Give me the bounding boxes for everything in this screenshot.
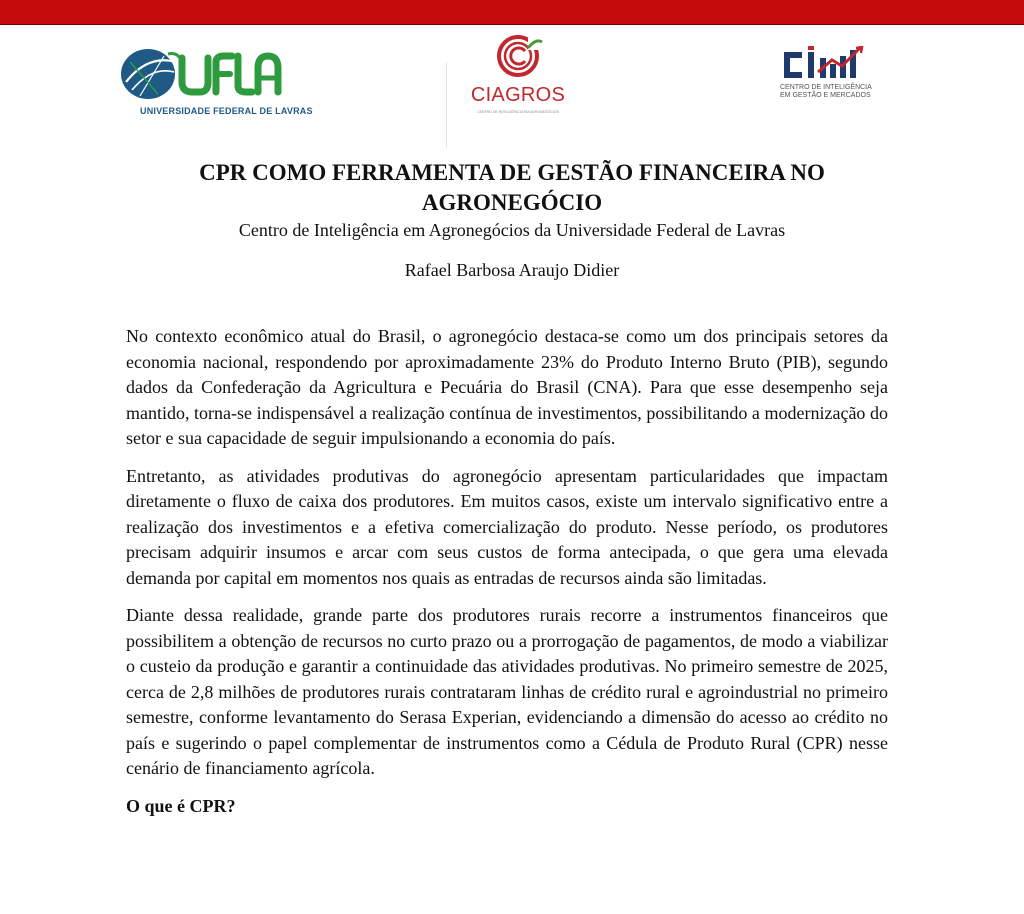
ciagros-emblem-icon xyxy=(462,34,574,84)
ufla-emblem-icon xyxy=(118,42,288,106)
document-title-line-2: AGRONEGÓCIO xyxy=(421,190,603,215)
ciagros-name: CIAGROS xyxy=(470,84,566,106)
cigm-caption-line-1: CENTRO DE INTELIGÊNCIA xyxy=(780,84,872,91)
document-body xyxy=(126,324,888,818)
header-divider xyxy=(446,62,447,148)
paragraph: Diante dessa realidade, grande parte dos produtores rurais recorre a instrumentos financeiros que possibilitem a obtenção de recursos no curto prazo ou a prorrogação de pagamentos, de modo a viabilizar o custeio da produção e garantir a continuidade das atividades produtivas. No primeiro semestre de 2025, cerca de 2,8 milhões de produtores rurais contrataram linhas de crédito rural e agroindustrial no primeiro semestre, conforme levantamento do Serasa Experian, evidenciando a dimensão do acesso ao crédito no país e sugerindo o papel complementar de instrumentos como a Cédula de Produto Rural (CPR) nesse cenário de financiamento agrícola. xyxy=(126,605,888,778)
document-author: Rafael Barbosa Araujo Didier xyxy=(404,260,620,280)
cigm-logo xyxy=(778,46,898,116)
paragraph: No contexto econômico atual do Brasil, o agronegócio destaca-se como um dos principais setores da economia nacional, respondendo por aproximadamente 23% do Produto Interno Bruto (PIB), segundo dados da Confederação da Agricultura e Pecuária do Brasil (CNA). Para que esse desempenho seja mantido, torna-se indispensável a realização contínua de investimentos, possibilitando a modernização do setor e sua capacidade de seguir impulsionando a economia do país. xyxy=(126,326,888,448)
document-title xyxy=(120,158,904,218)
ufla-logo xyxy=(118,42,313,122)
logo-header xyxy=(0,30,1024,120)
cigm-emblem-icon xyxy=(778,46,888,80)
document-title-line-1: CPR COMO FERRAMENTA DE GESTÃO FINANCEIRA NO xyxy=(199,160,825,185)
document-subtitle: Centro de Inteligência em Agronegócios da Universidade Federal de Lavras xyxy=(238,220,786,240)
ufla-caption: UNIVERSIDADE FEDERAL DE LAVRAS xyxy=(140,106,313,116)
cigm-caption xyxy=(780,84,872,100)
ciagros-subtitle: CENTRO DE INTELIGÊNCIA EM AGRONEGÓCIOS xyxy=(477,110,559,114)
section-heading: O que é CPR? xyxy=(126,795,236,816)
paragraph: Entretanto, as atividades produtivas do agronegócio apresentam particularidades que impactam diretamente o fluxo de caixa dos produtores. Em muitos casos, existe um intervalo significativo entre a realização dos investimentos e a efetiva comercialização do produto. Nesse período, os produtores precisam adquirir insumos e arcar com seus custos de forma antecipada, o que gera uma elevada demanda por capital em momentos nos quais as entradas de recursos ainda são limitadas. xyxy=(126,465,888,588)
ciagros-logo xyxy=(462,34,574,124)
top-red-bar xyxy=(0,0,1024,25)
cigm-caption-line-2: EM GESTÃO E MERCADOS xyxy=(780,92,871,99)
